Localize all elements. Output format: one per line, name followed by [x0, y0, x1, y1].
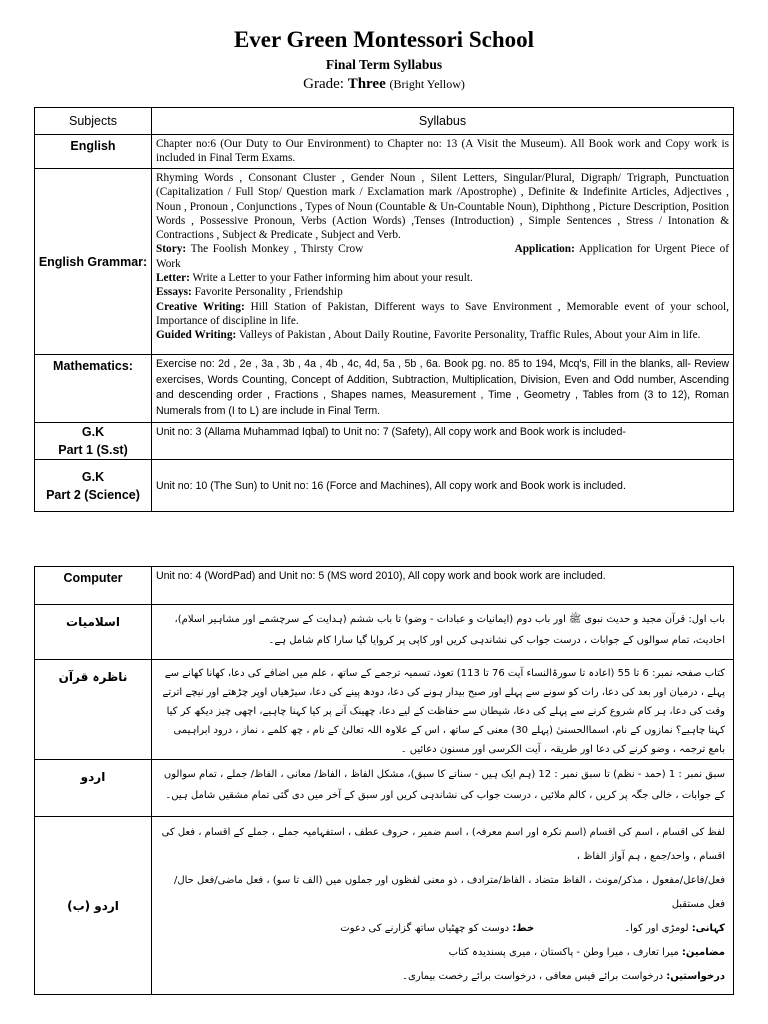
- syllabus-computer: Unit no: 4 (WordPad) and Unit no: 5 (MS word 2010), All copy work and book work are included.: [152, 567, 734, 605]
- table-row-urdu: [35, 760, 734, 817]
- urdu-b-story-text: لومڑی اور کوا۔: [624, 923, 692, 934]
- subject-urdu: اردو: [35, 760, 152, 817]
- creative-writing-text: Hill Station of Pakistan, Different ways to Save Environment , Memorable event of your school, Importance of discipline in life.: [156, 300, 729, 327]
- table-row-nazra-quran: [35, 660, 734, 760]
- syllabus-english-grammar: [152, 169, 734, 355]
- school-name: Ever Green Montessori School: [233, 27, 535, 52]
- urdu-b-essay-label: مضامین:: [681, 947, 725, 958]
- guided-writing-label: Guided Writing:: [156, 329, 237, 342]
- essays-text: Favorite Personality , Friendship: [191, 286, 343, 299]
- subject-gk-part2: [35, 460, 152, 512]
- syllabus-english: Chapter no:6 (Our Duty to Our Environment) to Chapter no: 13 (A Visit the Museum). All Book work and Copy work is included in Final Term Exams.: [152, 135, 734, 169]
- table-row-islamiat: [35, 605, 734, 660]
- gk1-line2: Part 1 (S.st): [58, 443, 128, 457]
- urdu-b-essay-text: میرا تعارف ، میرا وطن - پاکستان ، میری پسندیدہ کتاب: [448, 947, 682, 958]
- urdu-b-application-label: درخواستیں:: [666, 971, 725, 982]
- subject-english-grammar: English Grammar:: [35, 169, 152, 355]
- gk1-line1: G.K: [81, 425, 105, 439]
- subject-urdu-b: اردو (ب): [35, 817, 152, 995]
- urdu-b-story-letter-line: [160, 917, 725, 941]
- letter-text: Write a Letter to your Father informing him about your result.: [189, 272, 473, 285]
- table-row-gk-part2: [35, 460, 734, 512]
- story-label: Story:: [156, 243, 187, 256]
- term-title: Final Term Syllabus: [325, 57, 443, 72]
- table-row-english-grammar: [35, 169, 734, 355]
- subject-english: English: [35, 135, 152, 169]
- urdu-b-application-line: [160, 965, 725, 989]
- letter-label: Letter:: [156, 272, 190, 285]
- syllabus-urdu: سبق نمبر : 1 (حمد - نظم) تا سبق نمبر : 12 (ہم ایک ہیں - سنانے کا سبق)، مشکل الفاظ ، الفاظ/ معانی ، الفاظ/ جملے ، تمام سوالوں کے جوابات ، خالی جگہ پر کریں ، کالم ملائیں ، درست جواب کی نشاندہی کریں اور سبق کے آخر میں دی گئی تمام مشقیں شامل ہیں۔: [152, 760, 734, 817]
- syllabus-gk-part2: Unit no: 10 (The Sun) to Unit no: 16 (Force and Machines), All copy work and Book work is included.: [152, 460, 734, 512]
- subject-computer: Computer: [35, 567, 152, 605]
- syllabus-mathematics: Exercise no: 2d , 2e , 3a , 3b , 4a , 4b , 4c, 4d, 5a , 5b , 6a. Book pg. no. 85 to 194, Mcq's, Fill in the blanks, all- Review exercises, Words Counting, Concept of Addition, Subtraction, Multiplication, Division, Even and Odd number, Ascending and descending order , Fractions , Shapes names, Measurement , Time , Geometry , Tables from (3 to 12), Roman Numerals from (I to L) are include in Final Term.: [152, 355, 734, 423]
- syllabus-table-2: [34, 566, 734, 995]
- syllabus-gk-part1: Unit no: 3 (Allama Muhammad Iqbal) to Unit no: 7 (Safety), All copy work and Book work is included-: [152, 423, 734, 460]
- urdu-b-letter-text: دوست کو چھٹیاں ساتھ گزارنے کی دعوت: [340, 923, 513, 934]
- grammar-topics: Rhyming Words , Consonant Cluster , Gender Noun , Silent Letters, Singular/Plural, Digraph/ Trigraph, Punctuation (Capitalization / Full Stop/ Question mark / Exclamation mark /Apostrophe) , Definite & Indefinite Articles, Adjectives , Noun , Pronoun , Conjunctions , Types of Noun (Countable & Un-Countable Noun), Diphthong , Picture Description, Position Words , Possessive Pronoun, Verbs (Action Words) ,Tenses (Introduction) , Simple Sentences , Stress / Intonation & Contractions , Subject & Predicate , Subject and Verb.: [156, 172, 729, 242]
- urdu-b-story-label: کہانی:: [691, 923, 725, 934]
- table-row-urdu-b: [35, 817, 734, 995]
- subject-gk-part1: [35, 423, 152, 460]
- gk2-line1: G.K: [81, 469, 105, 484]
- syllabus-nazra-quran: کتاب صفحہ نمبر: 6 تا 55 (اعادہ تا سورۃالنساء آیت 76 تا 113) تعوذ، تسمیہ ترجمے کے ساتھ ، علم میں اضافے کی دعا، کھانا کھانے سے پہلے ، درمیان اور بعد کی دعا، رات کو سونے سے پہلے اور صبح بیدار ہونے کی دعا، دودھ پینے کی دعا، سیڑھیاں اوپر چڑھتے اور نیچے اترتے وقت کی دعا، ہر کام شروع کرنے سے پہلے کی دعا، شیطان سے حفاظت کے لیے دعا، چھینک آنے پر کیا کہنا چاہیے، اچھی چیز دیکھ کر کیا کہنا چاہیے؟ نمازوں کے نام، اسماالحسنیٰ (پہلے 30) معنی کے ساتھ ، اس کے علاوہ اللہ تعالیٰ کے نام ، چھ کلمے ، نماز ، درود ابراہیمی بامع ترجمہ ، وضو کرنے کی دعا اور طریقہ ، آیت الکرسی اور مسنون دعائیں ۔: [152, 660, 734, 760]
- urdu-b-letter-label: خط:: [512, 923, 535, 934]
- grade-value: Three: [347, 76, 386, 92]
- application-text: Application for Urgent Piece of Work: [156, 243, 730, 270]
- col-subjects-header: Subjects: [35, 108, 152, 135]
- syllabus-islamiat: باب اول: قرآن مجید و حدیث نبوی ﷺ اور باب دوم (ایمانیات و عبادات - وضو) تا باب ششم (ہدایت کے سرچشمے اور مشاہیر اسلام)، احادیث، تمام سوالوں کے جوابات ، درست جواب کی نشاندہی کریں اور کاپی پر کروایا گیا سارا کام شامل ہے۔: [152, 605, 734, 660]
- urdu-b-application-text: درخواست برائے فیس معافی ، درخواست برائے رخصت بیماری۔: [402, 971, 667, 982]
- table-row-computer: [35, 567, 734, 605]
- table-row-english: [35, 135, 734, 169]
- essays-label: Essays:: [156, 286, 192, 299]
- guided-writing-text: Valleys of Pakistan , About Daily Routine, Favorite Personality, Traffic Rules, About your Aim in life.: [236, 329, 701, 342]
- story-text: The Foolish Monkey , Thirsty Crow: [186, 243, 364, 256]
- subject-mathematics: Mathematics:: [35, 355, 152, 423]
- grade-label: Grade:: [303, 76, 344, 92]
- urdu-b-essay-line: [160, 941, 725, 965]
- table-header-row: [35, 108, 734, 135]
- urdu-b-grammar-line2: فعل/فاعل/مفعول ، مذکر/مونث ، الفاظ متضاد ، الفاظ/مترادف ، ذو معنی لفظوں اور جملوں میں (الف تا سو) ، فعل ماضی/فعل حال/فعل مستقبل: [174, 875, 725, 910]
- table-row-gk-part1: [35, 423, 734, 460]
- urdu-b-grammar-line1: لفظ کی اقسام ، اسم کی اقسام (اسم نکرہ اور اسم معرفہ) ، اسم ضمیر ، حروف عطف ، استفہامیہ جملے ، جملے کے اقسام ، فعل کی اقسام ، واحد/جمع ، ہم آواز الفاظ ،: [161, 827, 725, 862]
- creative-writing-label: Creative Writing:: [156, 300, 245, 313]
- document-header: [0, 26, 768, 94]
- col-syllabus-header: Syllabus: [152, 108, 734, 135]
- syllabus-table-1: [34, 107, 734, 512]
- grade-section: (Bright Yellow): [389, 77, 465, 91]
- application-label: Application:: [514, 243, 575, 256]
- gk2-line2: Part 2 (Science): [46, 487, 140, 502]
- subject-nazra-quran: ناظرہ قرآن: [35, 660, 152, 760]
- grade-line: [0, 75, 768, 94]
- table-row-mathematics: [35, 355, 734, 423]
- subject-islamiat: اسلامیات: [35, 605, 152, 660]
- syllabus-urdu-b: [152, 817, 734, 995]
